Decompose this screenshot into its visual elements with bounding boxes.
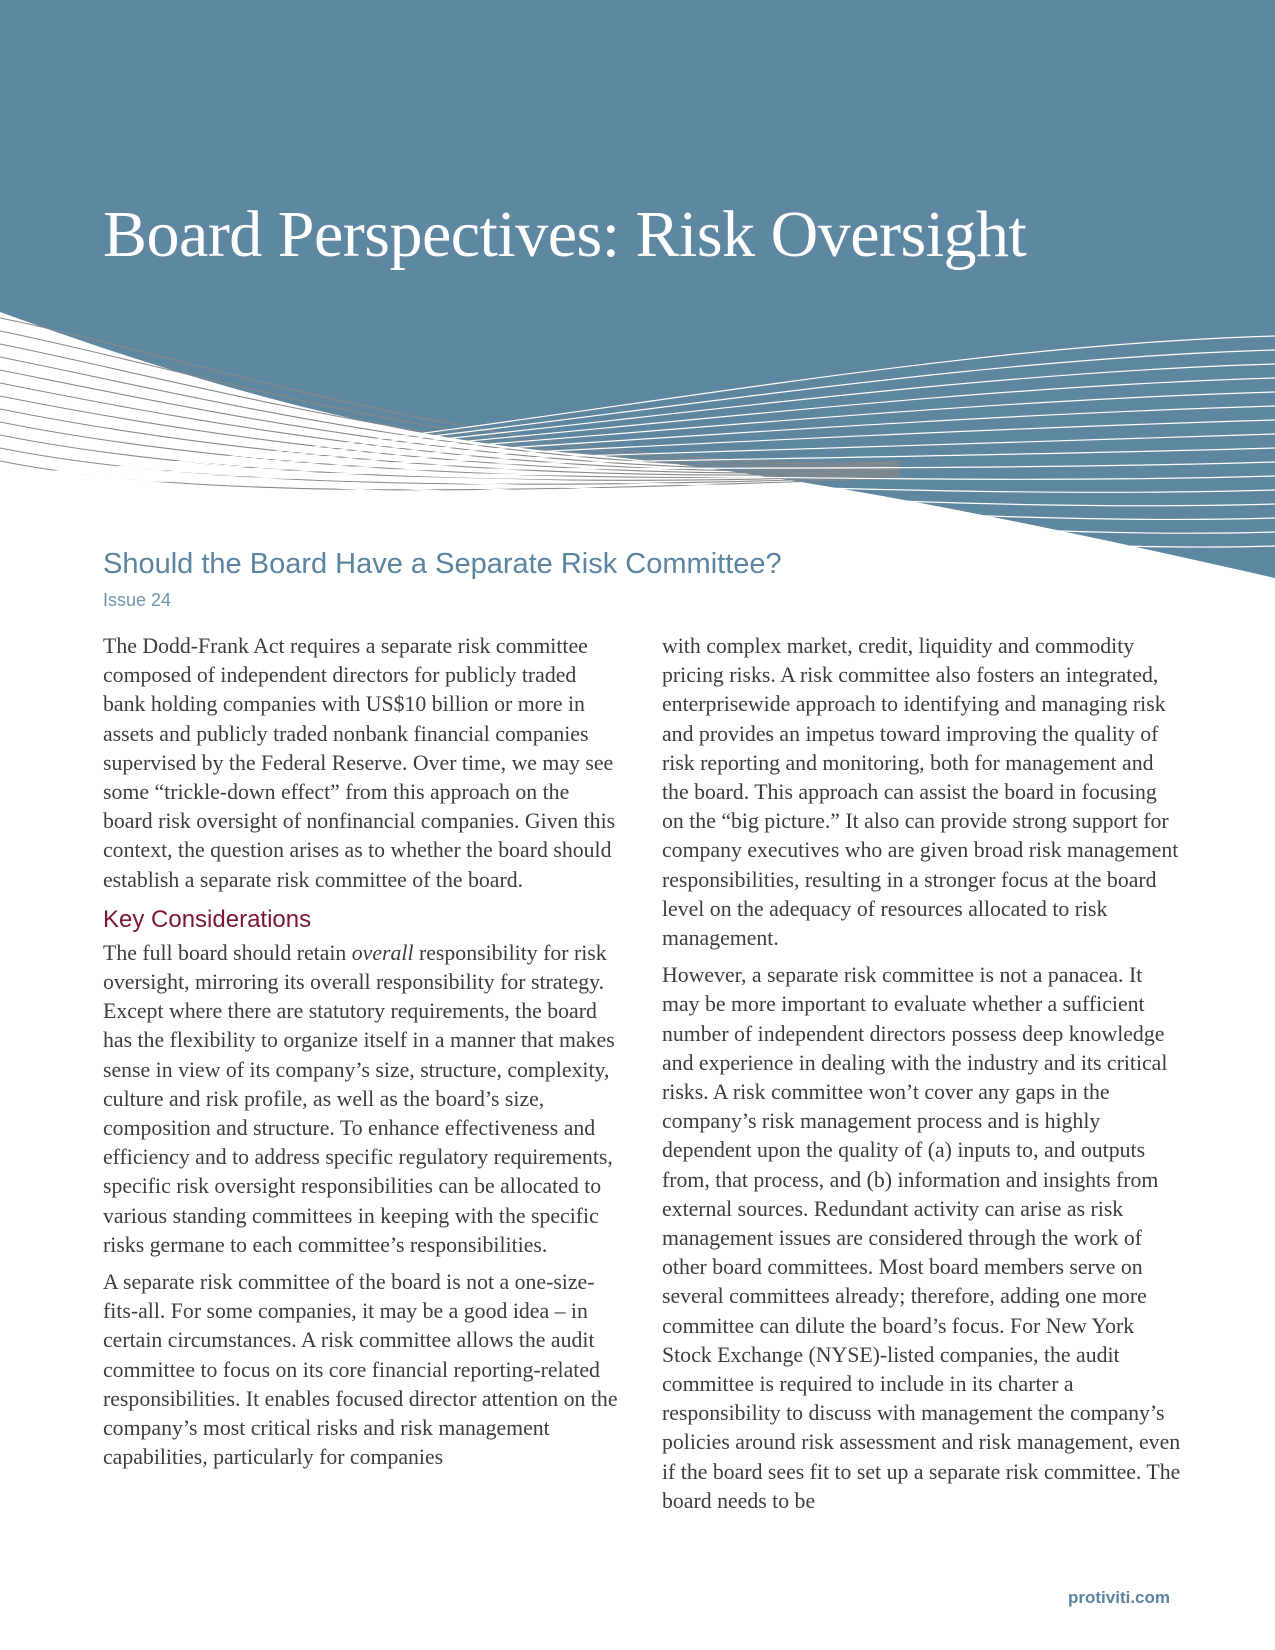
wave-lines-graphic [0, 0, 1275, 580]
footer-website-link[interactable]: protiviti.com [1068, 1588, 1171, 1607]
emphasis-text: overall [351, 940, 414, 965]
article-subtitle: Should the Board Have a Separate Risk Committee? [103, 548, 782, 580]
document-title: Board Perspectives: Risk Oversight [103, 198, 1027, 271]
left-column [103, 632, 623, 1480]
issue-number: Issue 24 [103, 590, 172, 610]
paragraph-text: The full board should retain [103, 940, 352, 965]
banner-background [0, 0, 1275, 578]
section-heading: Key Considerations [103, 905, 312, 933]
body-paragraph: A separate risk committee of the board is not a one-size-fits-all. For some companies, it may be a good idea – in certain circumstances. A risk committee allows the audit committee to focus on its core financial reporting-related responsibilities. It enables focused director attention on the company’s most critical risks and risk management capabilities, particularly for companies [103, 1270, 618, 1470]
body-paragraph: However, a separate risk committee is not a panacea. It may be more important to evaluate whether a sufficient number of independent directors possess deep knowledge and experience in dealing with the industry and its critical risks. A risk committee won’t cover any gaps in the company’s risk management process and is highly dependent upon the quality of (a) inputs to, and outputs from, that process, and (b) information and insights from external sources. Redundant activity can arise as risk management issues are considered through the work of other board committees. Most board members serve on several committees already; therefore, adding one more committee can dilute the board’s focus. For New York Stock Exchange (NYSE)-listed companies, the audit committee is required to include in its charter a responsibility to discuss with management the company’s policies around risk assessment and risk management, even if the board sees fit to set up a separate risk committee. The board needs to be [662, 963, 1181, 1513]
body-paragraph: with complex market, credit, liquidity and commodity pricing risks. A risk committee also fosters an integrated, enterprisewide approach to identifying and managing risk and provides an impetus toward improving the quality of risk reporting and monitoring, both for management and the board. This approach can assist the board in focusing on the “big picture.” It also can provide strong support for company executives who are given broad risk management responsibilities, resulting in a stronger focus at the board level on the adequacy of resources allocated to risk management. [662, 634, 1179, 951]
header-banner [0, 0, 1275, 580]
intro-paragraph: The Dodd-Frank Act requires a separate risk committee composed of independent directors for publicly traded bank holding companies with US$10 billion or more in assets and publicly traded nonbank financial companies supervised by the Federal Reserve. Over time, we may see some “trickle-down effect” from this approach on the board risk oversight of nonfinancial companies. Given this context, the question arises as to whether the board should establish a separate risk committee of the board. [103, 634, 616, 892]
considerations-paragraph [103, 939, 623, 1260]
right-column [662, 632, 1182, 1524]
paragraph-text: responsibility for risk oversight, mirroring its overall responsibility for strategy. Except where there are statutory requirements, the board has the flexibility to organize itself in a manner that makes sense in view of its company’s size, structure, complexity, culture and risk profile, as well as the board’s size, composition and structure. To enhance effectiveness and efficiency and to address specific regulatory requirements, specific risk oversight responsibilities can be allocated to various standing committees in keeping with the specific risks germane to each committee’s responsibilities. [103, 940, 615, 1257]
